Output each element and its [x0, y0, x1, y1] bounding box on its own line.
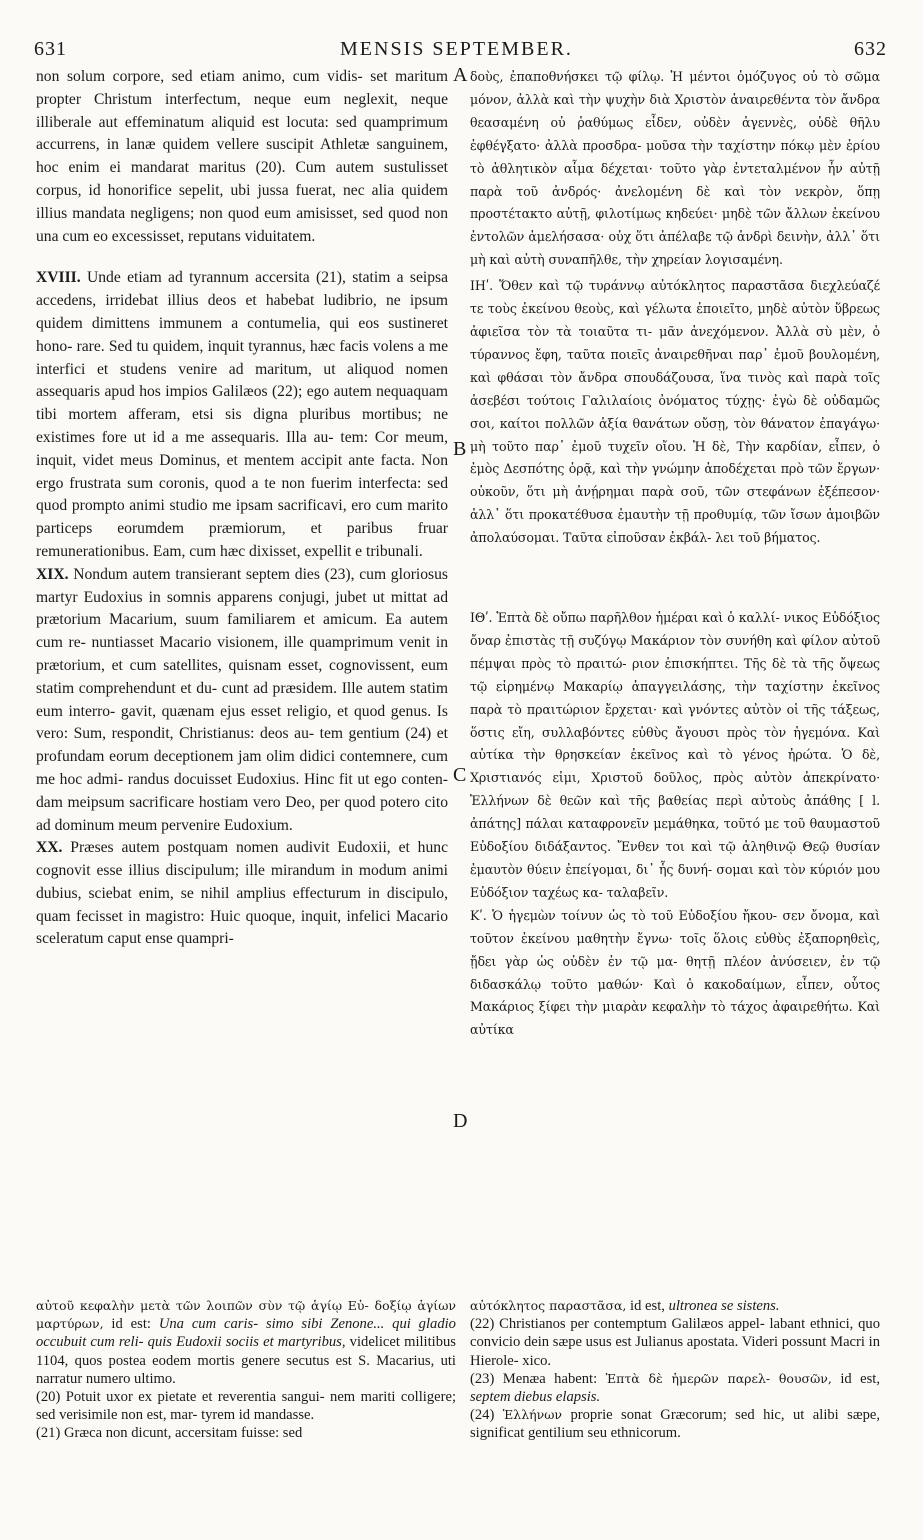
paragraph-text: Nondum autem transierant septem dies (23), cum gloriosus martyr Eudoxius in somnis apparens conjugi, jubet ut mittat ad prætorium Macarium, suum familiarem et amicum. Ea autem cum re- nuntiasset Macario visionem, ille quamprimum venit in prætorium, et cum satellites, quisnam esset, cognovissent, eum statim comprehendunt et du- cunt ad præsidem. Ille autem statim eum interro- gavit, quænam ejus esset religio, et quod genus. Is vero: Sum, respondit, Christianus: deos au- tem gentium (24) et profundam eorum deceptionem jam olim didici contemnere, cum me hoc admi- randus docuisset Eudoxius. Hinc fit ut ego conten- dam meipsum sacrificare hostiam vero Deo, per quod potero cito ad dominum meum pervenire Eudoxium.	[36, 565, 448, 834]
margin-letter-b: B	[453, 438, 467, 460]
margin-letter-c: C	[453, 764, 467, 786]
footnote-greek: αὐτοῦ κεφαλὴν μετὰ τῶν λοιπῶν σὺν τῷ ἁγίῳ Εὐ- δοξίῳ ἁγίων μαρτύρων,	[36, 1298, 456, 1332]
latin-paragraph-17-end: non solum corpore, sed etiam animo, cum vidis- set maritum propter Christum interfectum, neque eum neglexit, neque illiberale aut effeminatum aliquid est locuta: sed quamprimum accurrens, in lanæ quidem vellere suscipit Athletæ sanguinem, hoc enim ei mandarat maritus (20). Cum autem sustulisset corpus, id honorifice sepelit, ubi jussa fuerat, nec alia quidem illius mandata negligens; non quod eum amisisset, sed quod non una cum eo excessisset, reputans viduitatem.	[36, 68, 448, 245]
greek-paragraph-17-end: δοὺς, ἐπαποθνήσκει τῷ φίλῳ. Ἡ μέντοι ὁμόζυγος οὐ τὸ σῶμα μόνον, ἀλλὰ καὶ τὴν ψυχὴν διὰ Χριστὸν ἀναιρεθέντα τὸν ἄνδρα θεασαμένη οὐ ῥαθύμως εἶδεν, οὐδὲν ἀγεννὲς, οὐδὲ θῆλυ ἐφθέγξατο· ἀλλὰ προσδρα- μοῦσα τὴν ταχίστην πόκῳ μὲν ἐρίου τὸ ἀθλητικὸν αἷμα δέχεται· τοῦτο γὰρ ἐντεταλμένον ἦν αὐτῇ παρὰ τοῦ ἀνδρός· ἀνελομένη δὲ καὶ τὸν νεκρὸν, ὅπῃ προστέτακτο αὐτῇ, φιλοτίμως κηδεύει· μηδὲ τῶν ἄλλων ἐκείνου ἐντολῶν ἀμελήσασα· οὐχ ὅτι ἀπέλαβε τῷ ἀνδρὶ δεινὴν, ἀλλ᾽ ὅτι μὴ καὶ αὐτὴ συναπῆλθε, τὴν χηρείαν λογισαμένη.	[470, 69, 880, 268]
footnote-text: (24)	[470, 1407, 503, 1424]
footnote-24	[470, 1406, 880, 1442]
section-number: XIX.	[36, 565, 69, 583]
footnote-greek: Ἑπτὰ δὲ ἡμερῶν παρελ- θουσῶν,	[605, 1370, 832, 1386]
paragraph-text: Unde etiam ad tyrannum accersita (21), statim a seipsa accedens, irridebat illius deos et habebat ludibrio, ne ipsum quidem dimittens immunem a contumelia, qui eos sustineret hono- rare. Sed tu quidem, inquit tyrannus, hæc facis volens a me interfici et studens venire ad maritum, ut aliquod nomen assequaris apud hos impios Galilæos (22); ego autem nequaquam tibi mortem afferam, etsi sis digna pluribus mortibus; ne existimes fore ut id a me assequaris. Illa au- tem: Cor meum, inquit, videt meus Dominus, et mentem accipit ante facta. Non ergo frustrata sum coronis, quod a te non fuerim interfecta: sed quod prompto animi studio me ipsam sacrificavi, ero cum marito particeps eorumdem præmiorum, et paribus fruar remunerationibus. Eam, cum hæc dixisset, expellit e tribunali.	[36, 269, 448, 560]
footnote-text: (23) Menæa habent:	[470, 1370, 606, 1387]
greek-paragraph-20: Κʹ. Ὁ ἡγεμὼν τοίνυν ὡς τὸ τοῦ Εὐδοξίου ἤκου- σεν ὄνομα, καὶ τοῦτον ἐκείνου μαθητὴν ἔγνω· τοῖς ὅλοις εὐθὺς ἐξαπορηθεὶς, ᾔδει γὰρ ὡς οὐδὲν ἐν τῷ μα- θητῇ πλέον ἀνύσειεν, ἐν τῷ διδασκάλῳ τοῦτο μαθών· Καὶ ὁ κακοδαίμων, εἶπεν, οὗτος Μακάριος ξίφει τὴν μιαρὰν κεφαλὴν τὸ τάχος ἀφαιρεθήτω. Καὶ αὐτίκα	[470, 907, 880, 1038]
running-title: MENSIS SEPTEMBER.	[340, 38, 573, 60]
section-number: XX.	[36, 839, 63, 857]
latin-paragraph-19	[36, 564, 448, 838]
footnote-22: (22) Christianos per contemptum Galilæos appel- labant ethnici, quo convicio dein sæpe usus est Julianus apostata. Videri possunt Macri in Hierole- xico.	[470, 1316, 880, 1369]
footnote-italic: Una cum caris- simo sibi Zenone... qui gladio occubuit cum reli- quis Eudoxii sociis et martyribus,	[36, 1316, 456, 1351]
section-number: XVIII.	[36, 269, 81, 287]
footnote-text: id est:	[103, 1316, 159, 1333]
footnotes-right	[470, 1297, 880, 1443]
greek-paragraph-18: ΙΗʹ. Ὅθεν καὶ τῷ τυράννῳ αὐτόκλητος παραστᾶσα διεχλεύαζέ τε τοὺς ἐκείνου θεοὺς, καὶ γέλωτα ἐποιεῖτο, μηδὲ αὐτὸν ὕβρεως ἀφιεῖσα τὸν τὰ τοιαῦτα τι- μᾶν ἀνεχόμενον. Ἀλλὰ σὺ μὲν, ὁ τύραννος ἔφη, ταῦτα ποιεῖς ἀναιρεθῆναι παρ᾽ ἐμοῦ βουλομένη, καὶ φθάσαι τὸν ἄνδρα σπουδάζουσα, ἵνα τινὸς καὶ παρὰ τοῖς ἀσεβέσι τούτοις Γαλιλαίοις ὀνόματος τύχῃς· ἐγὼ δὲ οὐδαμῶς σοι, καίτοι πολλῶν ἀξία θανάτων οὔσῃ, τὸν θάνατον ἐπαγάγω· μὴ τοῦτο παρ᾽ ἐμοῦ τυχεῖν οἴου. Ἡ δὲ, Τὴν καρδίαν, εἶπεν, ὁ ἐμὸς Δεσπότης ὁρᾷ, καὶ τὴν γνώμην ἀποδέχεται πρὸ τῶν ἔργων· οὐκοῦν, ὅτι μὴ ἀνῄρημαι παρὰ σοῦ, τῶν στεφάνων ἐξέπεσον· ἀλλ᾽ ὅτι προκατέθυσα ἐμαυτὴν τῇ προθυμίᾳ, τῶν ἴσων ἀμοιβῶν ἀπολαύσομαι. Ταῦτα εἰποῦσαν ἐκβάλ- λει τοῦ βήματος.	[470, 278, 880, 546]
footnote-23	[470, 1370, 880, 1406]
greek-paragraph-19: ΙΘʹ. Ἑπτὰ δὲ οὔπω παρῆλθον ἡμέραι καὶ ὁ καλλί- νικος Εὐδόξιος ὄναρ ἐπιστὰς τῇ συζύγῳ Μακάριον τὸν συνήθη καὶ φίλον αὐτοῦ πέμψαι πρὸς τὸ πραιτώ- ριον ἐπισκήπτει. Τῆς δὲ τὰ τῆς ὄψεως τῷ εἰρημένῳ Μακαρίῳ ἀπαγγειλάσης, τὴν ταχίστην ἐκεῖνος παρὰ τὸ πραιτώριον ἔρχεται· καὶ γνόντες αὐτὸν οἱ τῆς τάξεως, ὅστις εἴη, συλλαβόντες εὐθὺς ἄγουσι πρὸς τὸν ἡγεμόνα. Καὶ αὐτίκα τὴν θρησκείαν ἐκεῖνος καὶ τὸ γένος ἠρώτα. Ὁ δὲ, Χριστιανός εἰμι, Χριστοῦ δοῦλος, πρὸς αὐτὸν ἀπεκρίνατο· Ἑλλήνων δὲ θεῶν καὶ τῆς βαθείας περὶ αὐτοὺς ἀπάθης [ l. ἀπάτης] πάλαι καταφρονεῖν μεμάθηκα, τοῦτό με τοῦ θαυμαστοῦ Εὐδοξίου διδάξαντος. Ἔνθεν τοι καὶ τῷ ἀληθινῷ Θεῷ θυσίαν ἐμαυτὸν θύειν ἐπείγομαι, δι᾽ ἧς δυνή- σομαι καὶ τὸν κύριόν μου Εὐδόξιον ταχέως κα- ταλαβεῖν.	[470, 610, 880, 900]
latin-column	[36, 66, 448, 951]
footnote-text: id est,	[831, 1370, 880, 1387]
left-page-number: 631	[34, 38, 67, 60]
footnotes-left	[36, 1297, 456, 1443]
right-page-number: 632	[854, 38, 887, 60]
footnote-italic: septem diebus elapsis.	[470, 1389, 601, 1406]
latin-paragraph-20	[36, 837, 448, 951]
footnote-21: (21) Græca non dicunt, accersitam fuisse: sed	[36, 1425, 303, 1442]
margin-letter-a: A	[453, 64, 468, 86]
margin-letter-d: D	[453, 1110, 468, 1132]
footnote-text: videlicet militibus 1104, quos postea eodem mortis genere secutus est S. Macarius, uti narratur numero ultimo.	[36, 1334, 456, 1387]
footnote-21-continuation	[470, 1297, 880, 1315]
footnote-20: (20) Potuit uxor ex pietate et reverentia sangui- nem mariti colligere; sed verisimile non est, mar- tyrem id mandasse.	[36, 1389, 456, 1424]
footnote-text: id est,	[626, 1298, 669, 1314]
footnote-continuation	[36, 1297, 456, 1388]
paragraph-text: Præses autem postquam nomen audivit Eudoxii, et hunc cognovit esse illius discipulum; ille mirandum in modum animi dubius, sciebat enim, se nihil amplius effecturum in discipulo, quam fecisset in magistro: Huic quoque, inquit, infelici Macario sceleratum caput ense quampri-	[36, 839, 448, 948]
footnote-text: proprie sonat Græcorum; sed hic, ut alibi sæpe, significat gentilium seu ethnicorum.	[470, 1407, 880, 1442]
latin-paragraph-18	[36, 267, 448, 563]
footnote-italic: ultronea se sistens.	[668, 1298, 780, 1314]
greek-column	[470, 66, 880, 1042]
footnote-greek: Ἑλλήνων	[502, 1407, 563, 1423]
footnote-greek: αὐτόκλητος παραστᾶσα,	[470, 1298, 627, 1313]
